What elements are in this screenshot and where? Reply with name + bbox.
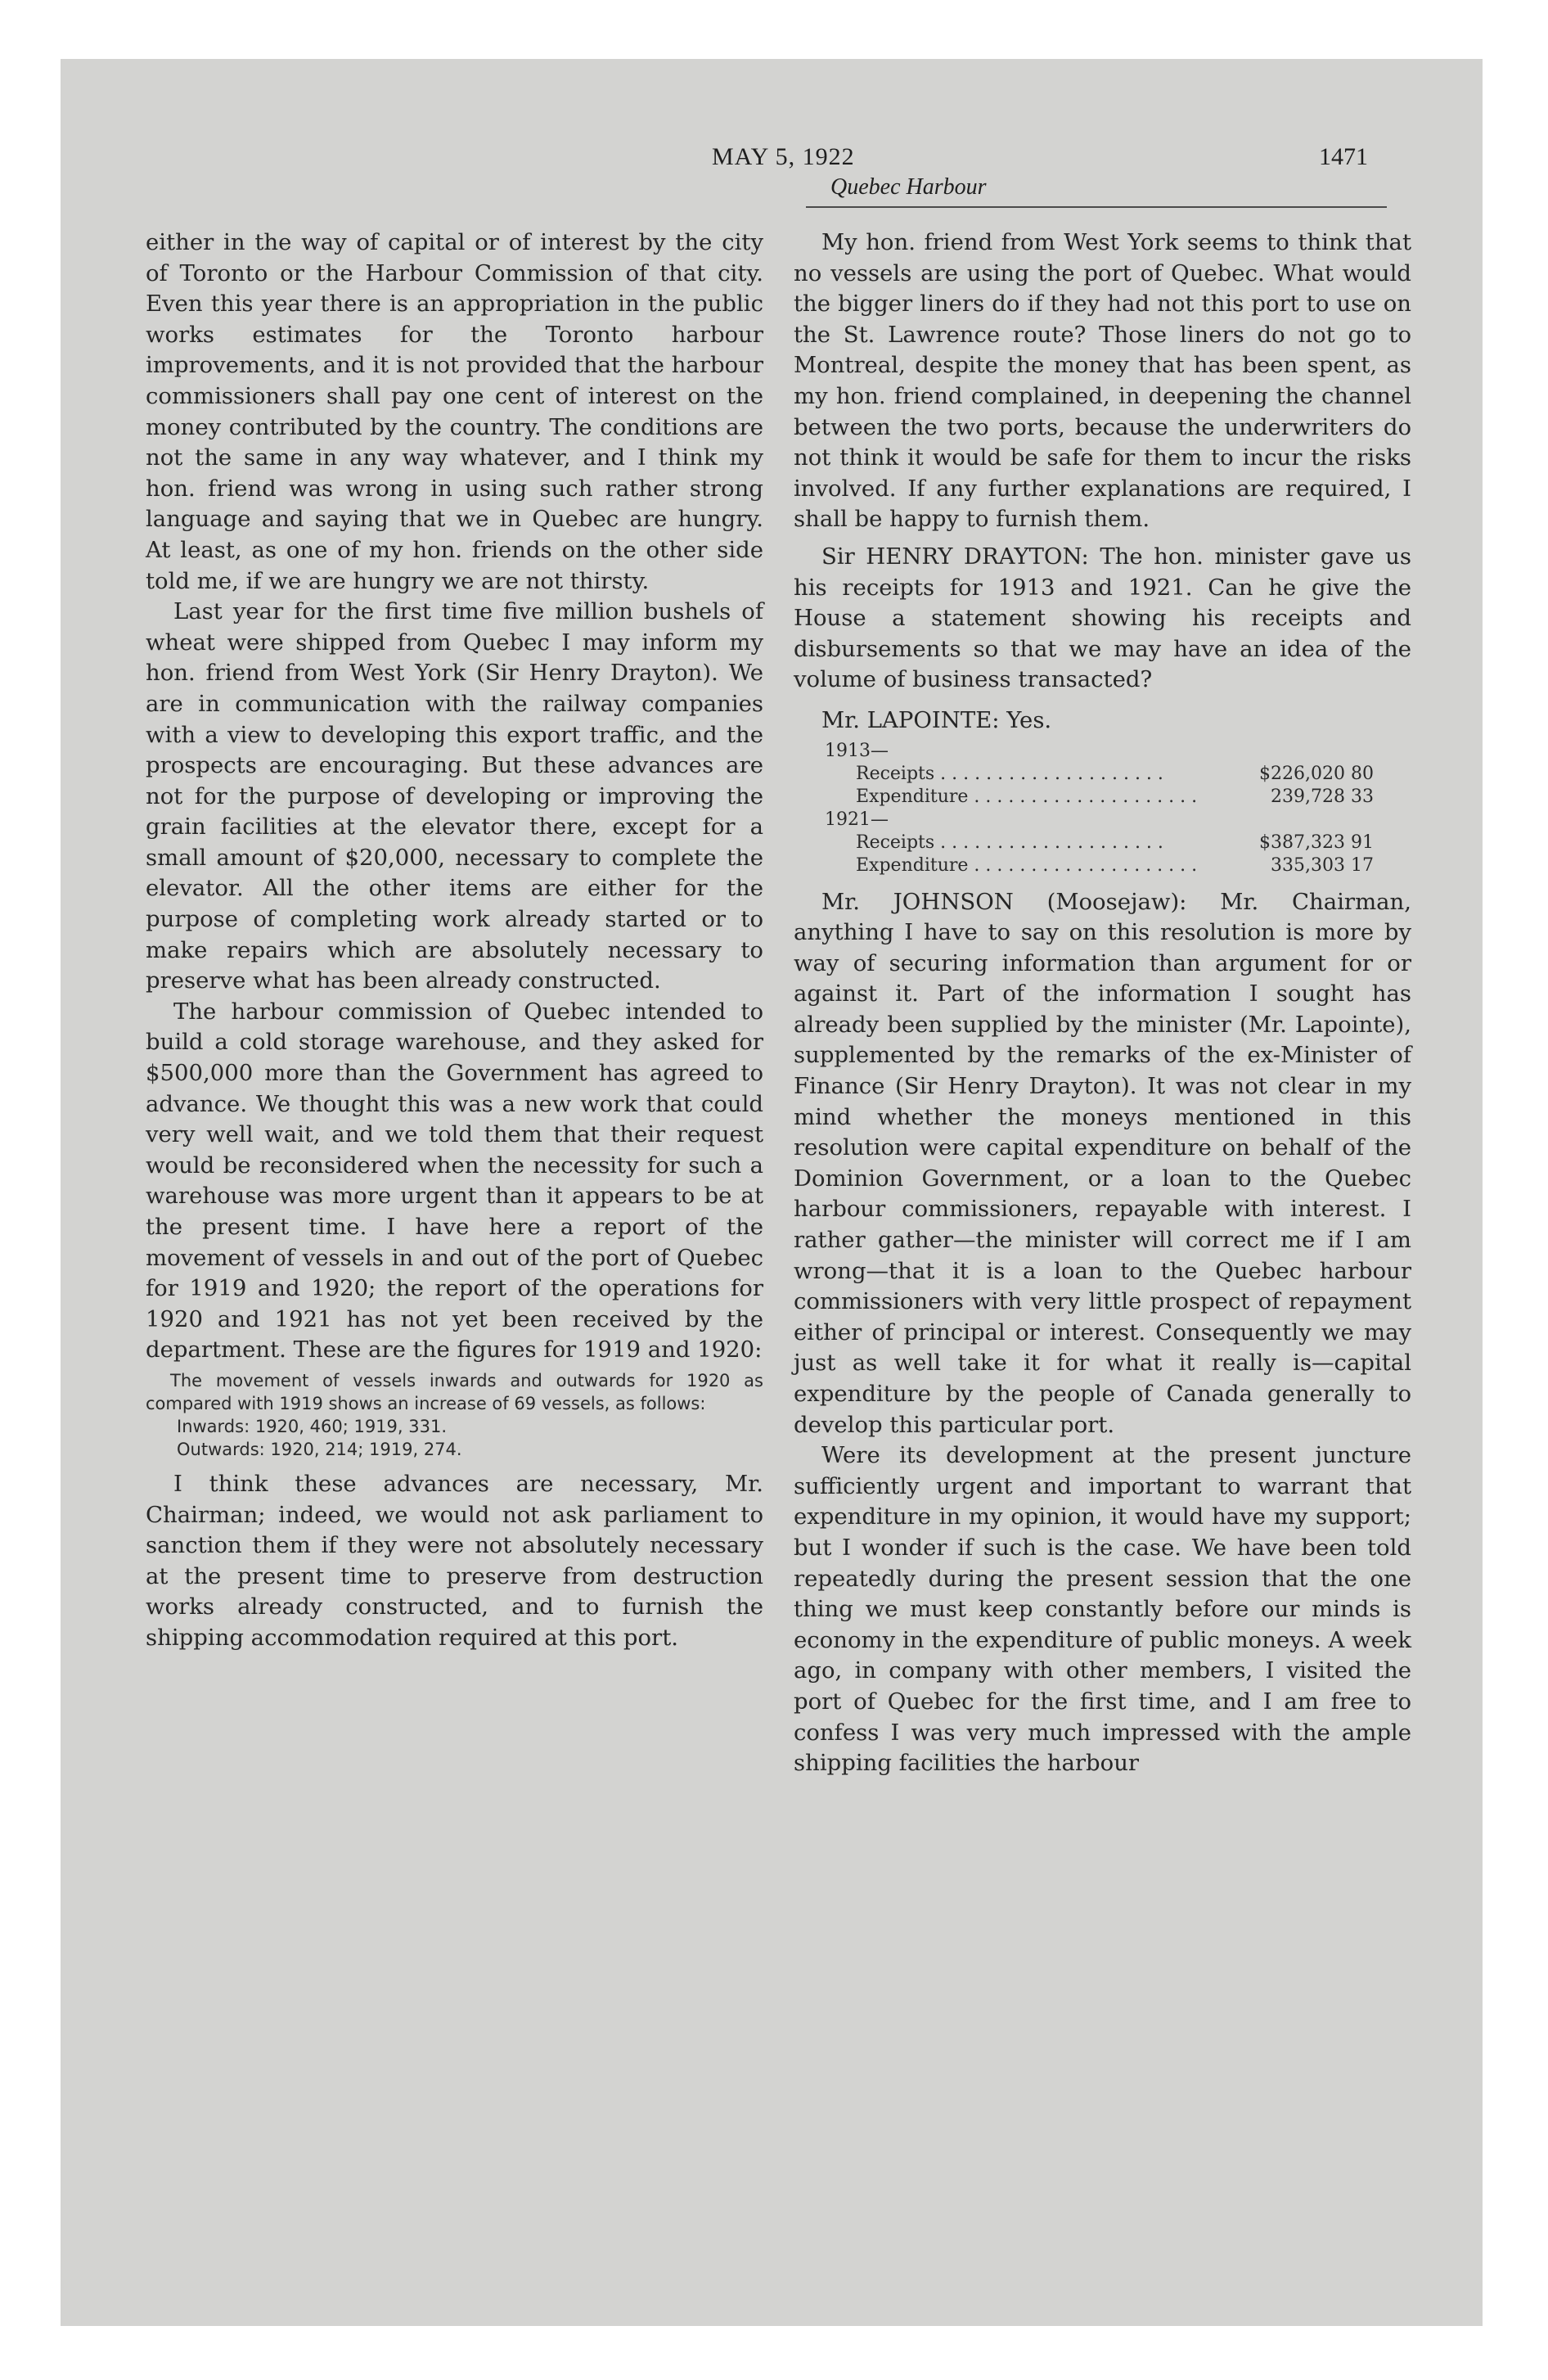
paragraph: Were its development at the present juncture sufficiently urgent and important to warrant that expenditure in my opinion, it would have my support; but I wonder if such is the case. We have been told repeatedly during the present session that the one thing we must keep constantly before our minds is economy in the expenditure of public moneys. A week ago, in company with other members, I visited the port of Quebec for the first time, and I am free to confess I was very much impressed with the ample shipping facilities the harbour [794, 1442, 1411, 1777]
paragraph: I think these advances are necessary, Mr. Chairman; indeed, we would not ask parliament to sanction them if they were not absolutely necessary at the present time to preserve from destruction works already constructed, and to furnish the shipping accommodation required at this port. [146, 1470, 763, 1651]
page-header [0, 143, 1548, 200]
financial-statement [794, 740, 1411, 877]
header-rule [806, 206, 1387, 208]
quote-text: The movement of vessels inwards and outwards for 1920 as compared with 1919 shows an increase of 69 vessels, as follows: [146, 1370, 763, 1413]
paragraph: either in the way of capital or of interest by the city of Toronto or the Harbour Commission of that city. Even this year there is an appropriation in the public works estimates for the Toronto harbour improvements, and it is not provided that the harbour commissioners shall pay one cent of interest on the money contributed by the country. The conditions are not the same in any way whatever, and I think my hon. friend was wrong in using such rather strong language and saying that we in Quebec are hungry. At least, as one of my hon. friends on the other side told me, if we are hungry we are not thirsty. [146, 229, 763, 594]
right-column [794, 228, 1411, 2159]
year-1913: 1913— [825, 740, 889, 761]
row-value: $226,020 80 [1259, 763, 1374, 784]
vessel-movement-quote [146, 1369, 763, 1461]
paragraph: The harbour commission of Quebec intended to build a cold storage warehouse, and they asked for $500,000 more than the Government has agreed to advance. We thought this was a new work that could very well wait, and we told them that their request would be reconsidered when the necessity for such a warehouse was more urgent than it appears to be at the present time. I have here a report of the movement of vessels in and out of the port of Quebec for 1919 and 1920; the report of the operations for 1920 and 1921 has not yet been received by the department. These are the figures for 1919 and 1920: [146, 998, 763, 1364]
lapointe-reply: Mr. LAPOINTE: Yes. [821, 706, 1052, 733]
paragraph: My hon. friend from West York seems to think that no vessels are using the port of Quebec. What would the bigger liners do if they had not this port to use on the St. Lawrence route? Those liners do not go to Montreal, despite the money that has been spent, as my hon. friend complained, in deepening the channel between the two ports, because the underwriters do not think it would be safe for them to incur the risks involved. If any further explanations are required, I shall be happy to furnish them. [794, 229, 1411, 533]
row-label: Receipts [856, 763, 935, 784]
drayton-question: Sir HENRY DRAYTON: The hon. minister gave us his receipts for 1913 and 1921. Can he give the House a statement showing his receipts and disbursements so that we may have an idea of the volume of business transacted? [794, 543, 1411, 693]
paragraph: Last year for the first time five million bushels of wheat were shipped from Quebec I may inform my hon. friend from West York (Sir Henry Drayton). We are in communication with the railway companies with a view to developing this export traffic, and the prospects are encouraging. But these advances are not for the purpose of developing or improving the grain facilities at the elevator there, except for a small amount of $20,000, necessary to complete the elevator. All the other items are either for the purpose of completing work already started or to make repairs which are absolutely necessary to preserve what has been already constructed. [146, 598, 763, 994]
finance-row: Receipts . . . . . . . . . . . . . . . . . . . . $226,020 80 [856, 763, 1374, 784]
row-value: 335,303 17 [1265, 854, 1374, 876]
row-label: Receipts [856, 832, 935, 853]
johnson-speech: Mr. JOHNSON (Moosejaw): Mr. Chairman, anything I have to say on this resolution is more by way of securing information than argument for or against it. Part of the information I sought has already been supplied by the minister (Mr. Lapointe), supplemented by the remarks of the ex-Minister of Finance (Sir Henry Drayton). It was not clear in my mind whether the moneys mentioned in this resolution were capital expenditure on behalf of the Dominion Government, or a loan to the Quebec harbour commissioners, repayable with interest. I rather gather—the minister will correct me if I am wrong—that it is a loan to the Quebec harbour commissioners with very little prospect of repayment either of principal or interest. Consequently we may just as well take it for what it really is—capital expenditure by the people of Canada generally to develop this particular port. [794, 888, 1411, 1438]
finance-row: Expenditure . . . . . . . . . . . . . . . . . . . . 335,303 17 [856, 854, 1374, 876]
row-value: 239,728 33 [1265, 786, 1374, 807]
quote-outwards: Outwards: 1920, 214; 1919, 274. [177, 1439, 462, 1459]
left-column [146, 228, 763, 2159]
page-number: 1471 [1319, 143, 1368, 170]
finance-row: Receipts . . . . . . . . . . . . . . . . . . . . $387,323 91 [856, 832, 1374, 853]
header-subject: Quebec Harbour [830, 174, 987, 200]
row-label: Expenditure [856, 786, 969, 807]
header-date: MAY 5, 1922 [712, 143, 855, 170]
row-label: Expenditure [856, 854, 969, 876]
quote-inwards: Inwards: 1920, 460; 1919, 331. [177, 1416, 448, 1436]
row-value: $387,323 91 [1259, 832, 1374, 853]
year-1921: 1921— [825, 809, 889, 830]
finance-row: Expenditure . . . . . . . . . . . . . . . . . . . . 239,728 33 [856, 786, 1374, 807]
